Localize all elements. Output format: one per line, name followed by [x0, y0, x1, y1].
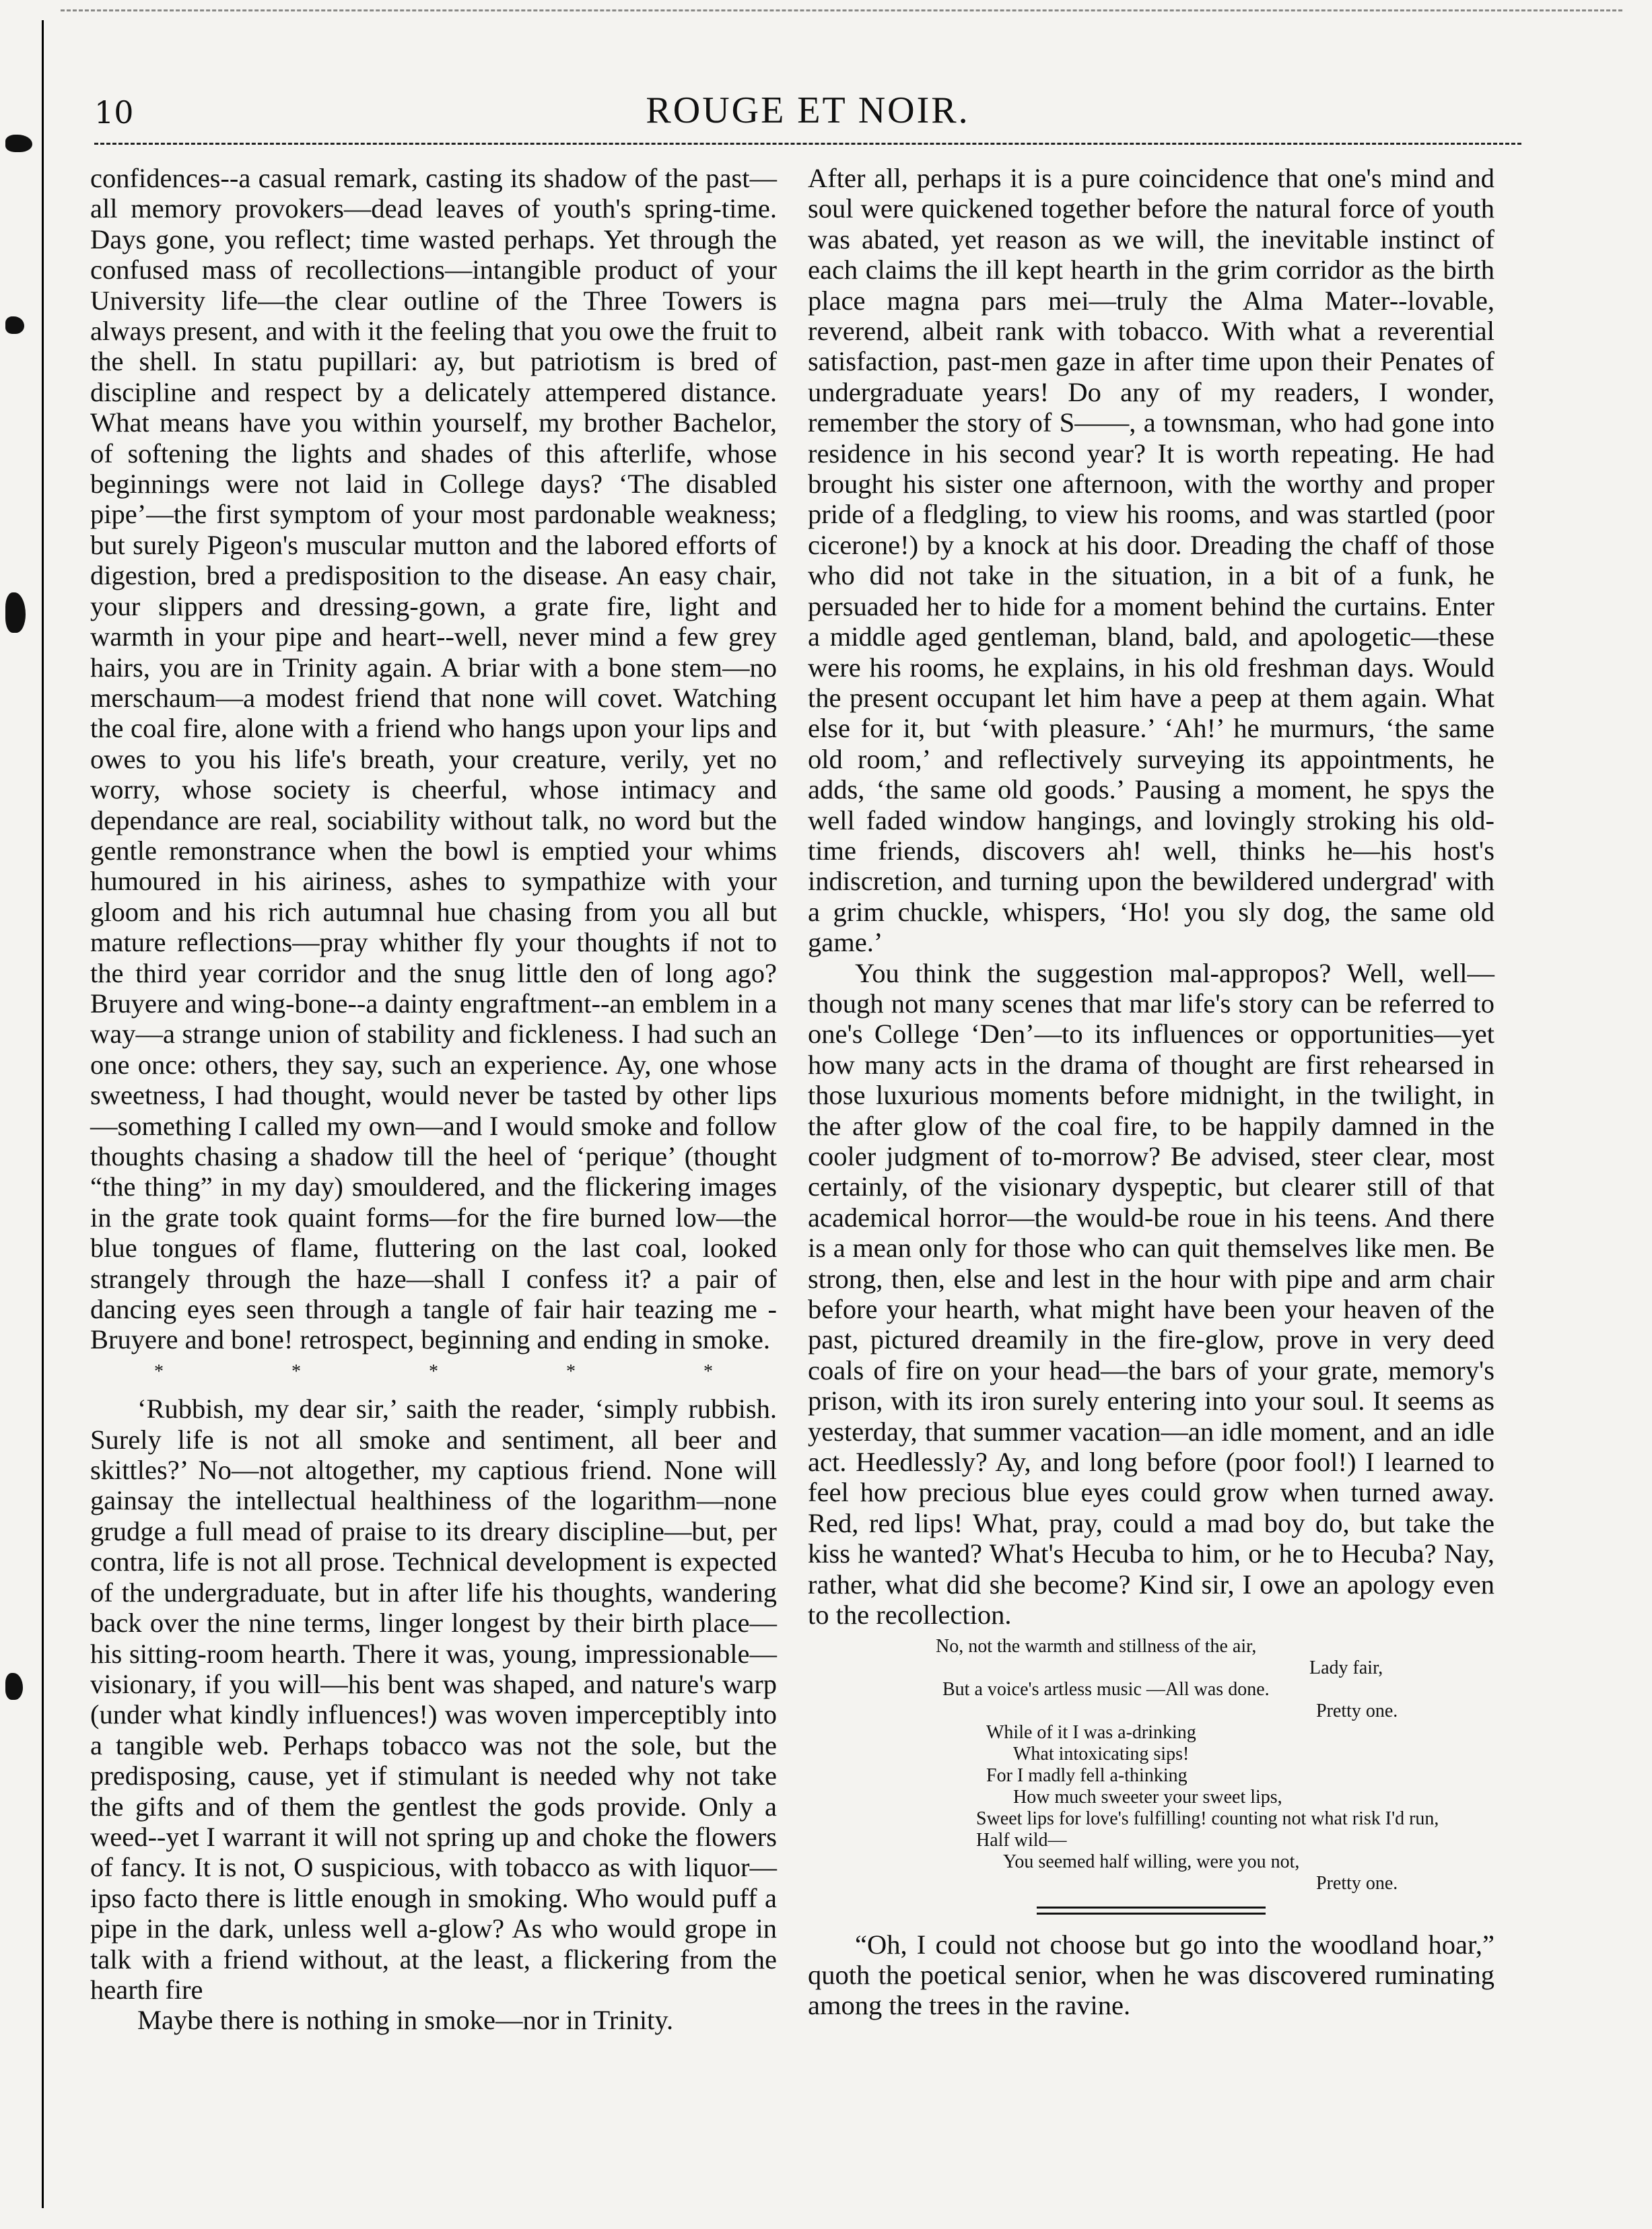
- poem-end-rule: [1037, 1907, 1266, 1915]
- left-column: [90, 163, 777, 2036]
- star: *: [291, 1361, 301, 1382]
- poem-line: No, not the warmth and stillness of the air,: [936, 1635, 1257, 1657]
- margin-ink-blot: [5, 1673, 23, 1700]
- margin-ink-blot: [5, 135, 32, 152]
- star: *: [703, 1361, 713, 1382]
- running-title: ROUGE ET NOIR.: [646, 90, 970, 131]
- paragraph: confidences--a casual remark, casting its shadow of the past—all memory provokers—dead leaves of youth's spring-time. Days gone, you reflect; time wasted perhaps. Yet through the confused mass of recollections—intangible product of your University life—the clear outline of the Three Towers is always present, and with it the feeling that you owe the fruit to the shell. In statu pupillari: ay, but patriotism is bred of discipline and respect by a delicately attempered distance. What means have you within yourself, my brother Bachelor, of softening the lights and shades of this afterlife, whose beginnings were not laid in College days? ‘The disabled pipe’—the first symptom of your most pardonable weakness; but surely Pigeon's muscular mutton and the labored efforts of digestion, bred a predisposition to the disease. An easy chair, your slippers and dressing-gown, a grate fire, light and warmth in your pipe and heart--well, never mind a few grey hairs, you are in Trinity again. A briar with a bone stem—no merschaum—a modest friend that none will covet. Watching the coal fire, alone with a friend who hangs upon your lips and owes to you his life's breath, your creature, verily, yet no worry, whose society is cheerful, whose intimacy and dependance are real, sociability without talk, no word but the gentle remonstrance when the bowl is emptied your whims humoured in his airiness, ashes to sympathize with your gloom and his rich autumnal hue chasing from you all but mature reflections—pray whither fly your thoughts if not to the third year corridor and the snug little den of long ago? Bruyere and wing-bone--a dainty engraftment--an emblem in a way—a strange union of stability and fickleness. I had such an one once: others, they say, such an experience. Ay, one whose sweetness, I had thought, would never be tasted by other lips—something I called my own—and I would smoke and follow thoughts chasing a shadow till the heel of ‘perique’ (thought “the thing” in my day) smouldered, and the flickering images in the grate took quaint forms—for the fire burned low—the blue tongues of flame, fluttering on the last coal, looked strangely through the haze—shall I confess it? a pair of dancing eyes seen through a tangle of fair hair teazing me - Bruyere and bone! retrospect, beginning and ending in smoke.: [90, 163, 777, 1355]
- poem-line: Sweet lips for love's fulfilling! counting not what risk I'd run,: [976, 1808, 1439, 1829]
- torn-top-edge: [61, 0, 1622, 11]
- paragraph: “Oh, I could not choose but go into the woodland hoar,” quoth the poetical senior, when he was discovered ruminating among the trees in the ravine.: [808, 1929, 1494, 2021]
- poem-line: While of it I was a-drinking: [986, 1721, 1196, 1743]
- paragraph: You think the suggestion mal-appropos? Well, well—though not many scenes that mar life's story can be referred to one's College ‘Den’—to its influences or opportunities—yet how many acts in the drama of thought are first rehearsed in those luxurious moments before midnight, in the twilight, in the after glow of the coal fire, to be happily damned in the cooler judgment of to-morrow? Be advised, steer clear, most certainly, of the visionary dyspeptic, but clearer still of that academical horror—the would-be roue in his teens. And there is a mean only for those who can quit themselves like men. Be strong, then, else and lest in the hour with pipe and arm chair before your hearth, what might have been your heaven of the past, pictured dreamily in the fire-glow, prove in very deed coals of fire on your head—the bars of your grate, memory's prison, with its iron surely entering into your soul. It seems as yesterday, that summer vacation—an idle moment, and an idle act. Heedlessly? Ay, and long before (poor fool!) I learned to feel how precious blue eyes could grow when turned away. Red, red lips! What, pray, could a mad boy do, but take the kiss he wanted? What's Hecuba to him, or he to Hecuba? Nay, rather, what did she become? Kind sir, I owe an apology even to the recollection.: [808, 957, 1494, 1631]
- paragraph: After all, perhaps it is a pure coincidence that one's mind and soul were quickened together before the natural force of youth was abated, yet reason as we will, the inevitable instinct of each claims the ill kept hearth in the grim corridor as the birth place magna pars mei—truly the Alma Mater--lovable, reverend, albeit rank with tobacco. With what a reverential satisfaction, past-men gaze in after time upon their Penates of undergraduate years! Do any of my readers, I wonder, remember the story of S——, a townsman, who had gone into residence in his second year? It is worth repeating. He had brought his sister one afternoon, with the worthy and proper pride of a fledgling, to view his rooms, and was startled (poor cicerone!) by a knock at his door. Dreading the chaff of those who did not take in the situation, in a bit of a funk, he persuaded her to hide for a moment behind the curtains. Enter a middle aged gentleman, bland, bald, and apologetic—these were his rooms, he explains, in his old freshman days. Would the present occupant let him have a peep at them again. What else for it, but ‘with pleasure.’ ‘Ah!’ he murmurs, ‘the same old room,’ and reflectively surveying its appointments, he adds, ‘the same old goods.’ Pausing a moment, he spys the well faded window hangings, and lovingly stroking his old-time friends, discovers ah! well, thinks he—his host's indiscretion, and turning upon the bewildered undergrad' with a grim chuckle, whispers, ‘Ho! you sly dog, the same old game.’: [808, 163, 1494, 958]
- poem-line: How much sweeter your sweet lips,: [1013, 1786, 1282, 1808]
- margin-ink-blot: [5, 316, 24, 334]
- poem-line: Pretty one.: [1316, 1872, 1398, 1894]
- page-number: 10: [94, 94, 134, 131]
- star: *: [566, 1361, 576, 1382]
- page-left-border: [42, 20, 44, 2208]
- page-header: [94, 89, 1521, 136]
- header-rule: [94, 143, 1521, 145]
- poem-line: Pretty one.: [1316, 1700, 1398, 1721]
- poem: [808, 1636, 1494, 1894]
- paragraph: Maybe there is nothing in smoke—nor in Trinity.: [137, 2005, 674, 2036]
- poem-line: What intoxicating sips!: [1013, 1743, 1190, 1764]
- star: *: [429, 1361, 438, 1382]
- right-column: [808, 163, 1494, 2021]
- poem-line: For I madly fell a-thinking: [986, 1764, 1188, 1786]
- poem-line: Half wild—: [976, 1829, 1067, 1851]
- paragraph: ‘Rubbish, my dear sir,’ saith the reader, ‘simply rubbish. Surely life is not all smoke and sentiment, all beer and skittles?’ No—not altogether, my captious friend. None will gainsay the intellectual healthiness of the logarithm—none grudge a full mead of praise to its dreary discipline—but, per contra, life is not all prose. Technical development is expected of the undergraduate, but in after life his thoughts, wandering back over the nine terms, linger longest by their birth place—his sitting-room hearth. There it was, young, impressionable—visionary, if you will—his bent was shaped, and nature's warp (under what kindly influences!) was woven imperceptibly into a tangible web. Perhaps tobacco was not the sole, but the predisposing, cause, yet if stimulant is needed why not take the gifts and of them the gentlest the gods provide. Only a weed--yet I warrant it will not spring up and choke the flowers of fancy. It is not, O suspicious, with tobacco as with liquor—ipso facto there is little enough in smoking. Who would puff a pipe in the dark, unless well a-glow? As who would grope in talk with a friend without, at the least, a flickering from the hearth fire: [90, 1394, 777, 2005]
- section-divider-stars: [90, 1357, 777, 1387]
- star: *: [154, 1361, 164, 1382]
- poem-line: But a voice's artless music —All was done.: [942, 1678, 1270, 1700]
- poem-line: Lady fair,: [1309, 1657, 1383, 1678]
- margin-ink-blot: [5, 592, 26, 633]
- poem-line: You seemed half willing, were you not,: [1003, 1851, 1300, 1872]
